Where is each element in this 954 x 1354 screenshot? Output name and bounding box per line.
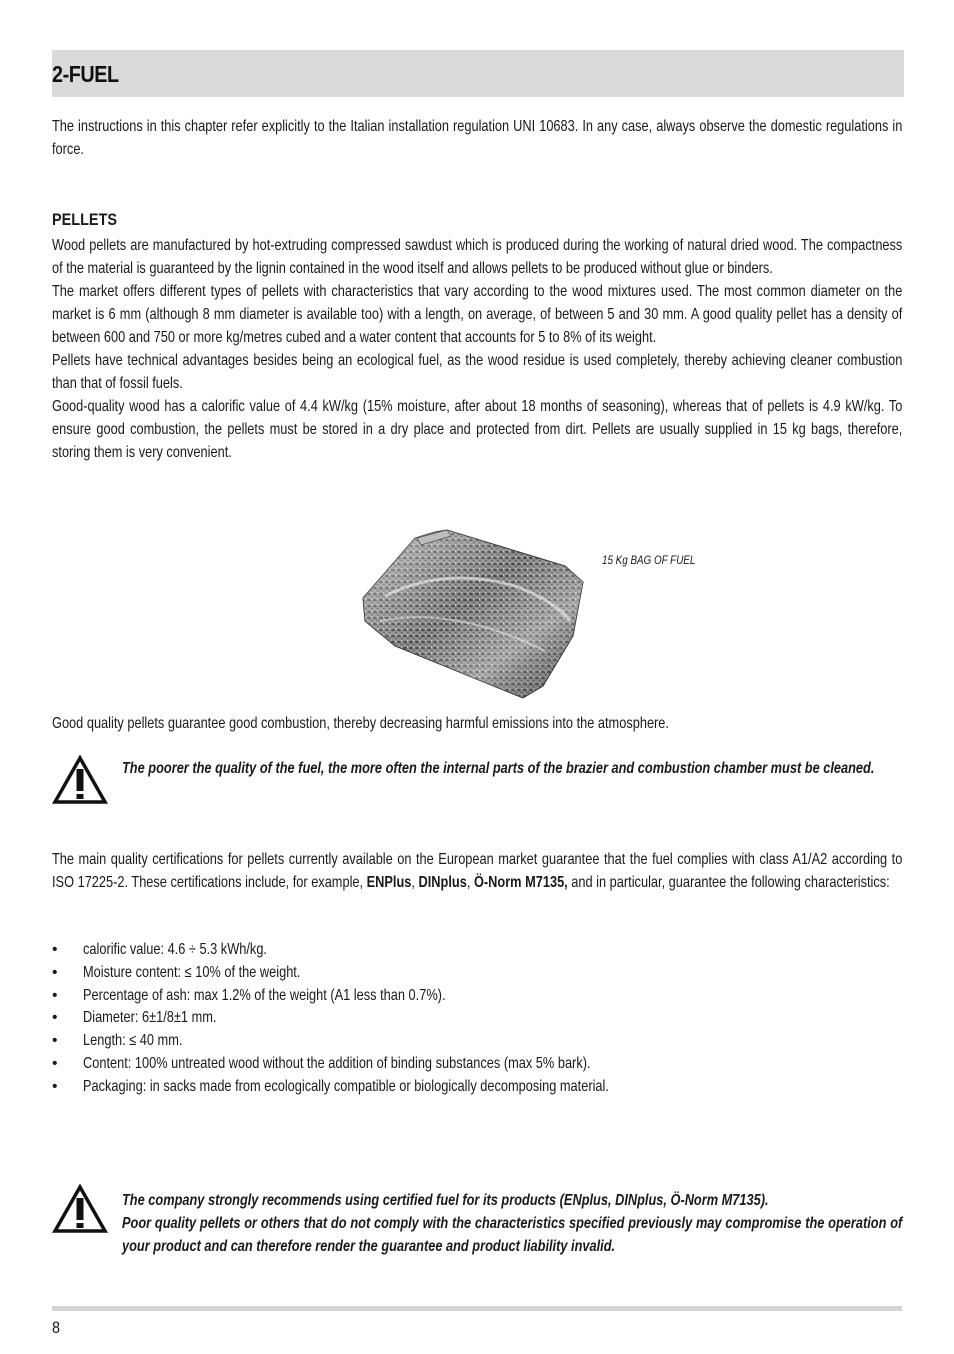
warning-fuel-quality xyxy=(122,757,902,780)
list-item-text: Moisture content: ≤ 10% of the weight. xyxy=(83,963,301,981)
certifications-intro: The main quality certifications for pellets currently available on the European market guarantee that the fuel complies with class A1/A2 according to ISO 17225-2. These certifications include, for example, xyxy=(52,851,903,891)
bullet: • xyxy=(52,941,58,958)
list-item xyxy=(52,939,724,962)
warning-fuel-quality-text: The poorer the quality of the fuel, the more often the internal parts of the brazier and combustion chamber must be cleaned. xyxy=(122,760,875,777)
list-item xyxy=(52,1007,724,1030)
intro-text: The instructions in this chapter refer explicitly to the Italian installation regulation UNI 10683. In any case, always observe the domestic regulations in force. xyxy=(52,118,903,158)
chapter-header xyxy=(52,50,904,97)
certifications-text xyxy=(52,848,902,894)
list-item-text: Percentage of ash: max 1.2% of the weight (A1 less than 0.7%). xyxy=(83,986,446,1004)
bullet: • xyxy=(52,1009,58,1027)
warning-triangle-icon xyxy=(52,1184,108,1234)
list-item xyxy=(52,1030,724,1053)
chapter-title: 2-FUEL xyxy=(52,61,119,87)
list-item xyxy=(52,985,724,1008)
list-item xyxy=(52,962,724,985)
cert-onorm: Ö-Norm M7135, xyxy=(473,874,568,891)
bullet: • xyxy=(52,986,58,1004)
cert-enplus: ENPlus xyxy=(366,874,412,891)
pellets-heading: PELLETS xyxy=(52,210,118,229)
bullet: • xyxy=(52,1032,58,1050)
cert-separator: , xyxy=(466,874,474,891)
list-item-text: Packaging: in sacks made from ecologically compatible or biologically decomposing material. xyxy=(83,1077,609,1095)
cert-separator: , xyxy=(411,874,419,891)
warning-triangle-icon xyxy=(52,755,108,805)
list-item-text: Content: 100% untreated wood without the addition of binding substances (max 5% bark). xyxy=(83,1054,591,1072)
warning-certified-line1: The company strongly recommends using certified fuel for its products (ENplus, DINplus, Ö-Norm M7135). xyxy=(122,1192,769,1209)
certifications-paragraph xyxy=(52,848,902,894)
pellets-paragraph: The market offers different types of pellets with characteristics that vary according to the wood mixtures used. The most common diameter on the market is 6 mm (although 8 mm diameter is available too) with a length, on average, of between 5 and 30 mm. A good quality pellet has a density of between 600 and 750 or more kg/metres cubed and a water content that accounts for 5 to 8% of its weight. xyxy=(52,283,903,346)
list-item-text: Length: ≤ 40 mm. xyxy=(83,1032,183,1050)
list-item xyxy=(52,1076,724,1099)
warning-certified-line2: Poor quality pellets or others that do not comply with the characteristics specified previously may compromise the operation of your product and can therefore render the guarantee and product liability invalid. xyxy=(122,1215,903,1255)
cert-dinplus: DINplus xyxy=(418,874,467,891)
bullet: • xyxy=(52,1054,58,1072)
photo-caption: 15 Kg BAG OF FUEL xyxy=(602,553,696,567)
intro-paragraph xyxy=(52,115,902,161)
warning-certified-fuel xyxy=(122,1189,902,1258)
good-quality-paragraph xyxy=(52,712,902,735)
certifications-outro: and in particular, guarantee the following characteristics: xyxy=(567,874,890,891)
pellet-bag-photo xyxy=(355,526,595,701)
pellets-paragraph: Good-quality wood has a calorific value of 4.4 kW/kg (15% moisture, after about 18 months of seasoning), whereas that of pellets is 4.9 kW/kg. To ensure good combustion, the pellets must be stored in a dry place and protected from dirt. Pellets are usually supplied in 15 kg bags, therefore, storing them is very convenient. xyxy=(52,398,903,461)
characteristics-list xyxy=(52,939,724,1099)
page-number: 8 xyxy=(52,1318,61,1337)
good-quality-text: Good quality pellets guarantee good combustion, thereby decreasing harmful emissions into the atmosphere. xyxy=(52,715,669,732)
list-item-text: Diameter: 6±1/8±1 mm. xyxy=(83,1009,217,1027)
pellets-paragraph: Wood pellets are manufactured by hot-extruding compressed sawdust which is produced during the working of natural dried wood. The compactness of the material is guaranteed by the lignin contained in the wood itself and allows pellets to be produced without glue or binders. xyxy=(52,237,903,277)
bullet: • xyxy=(52,1077,58,1095)
pellets-paragraph: Pellets have technical advantages besides being an ecological fuel, as the wood residue is used completely, thereby achieving cleaner combustion than that of fossil fuels. xyxy=(52,352,903,392)
bullet: • xyxy=(52,963,58,981)
list-item-text: calorific value: 4.6 ÷ 5.3 kWh/kg. xyxy=(83,941,267,958)
list-item xyxy=(52,1053,724,1076)
footer-divider xyxy=(52,1306,902,1311)
pellets-body xyxy=(52,234,902,464)
